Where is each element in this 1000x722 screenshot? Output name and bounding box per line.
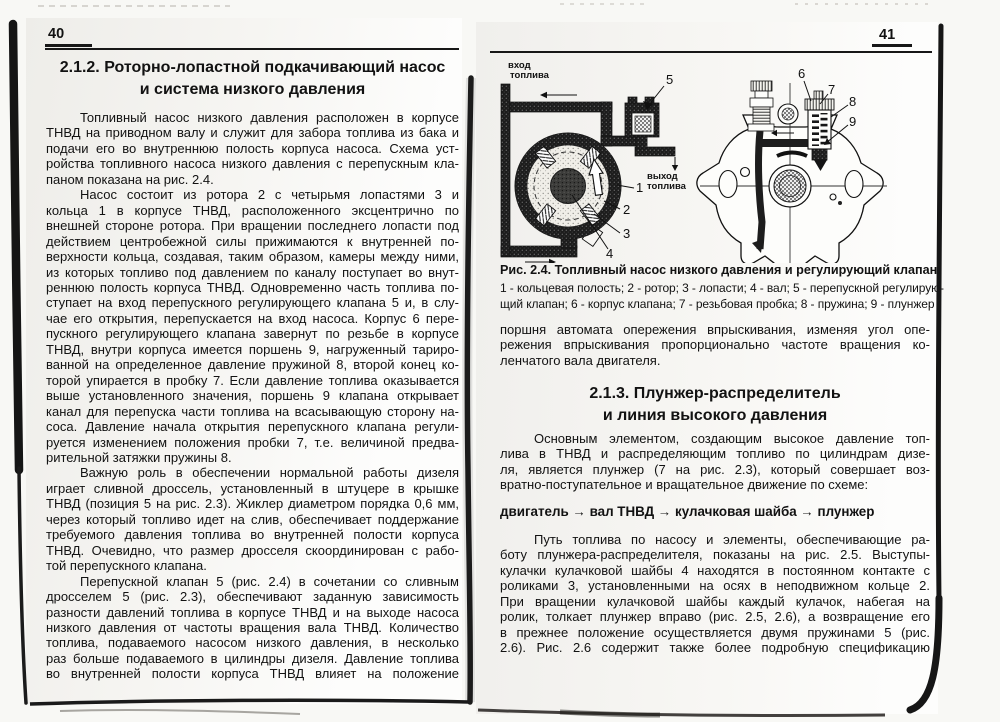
section-heading-2-1-2: 2.1.2. Роторно-лопастной подкачивающий насос и система низкого давления xyxy=(59,59,446,98)
header-rule-left xyxy=(45,48,459,50)
svg-text:топлива: топлива xyxy=(510,70,549,81)
paragraph-plunger-intro: Основным элементом, создающим высокое давление топ- лива в ТНВД и распределяющим топливо по цилиндрам дизе- ля, является плунжер (7 на рис. 2.3), который совершает воз- вратно-поступательное и вращательное движение по схеме: xyxy=(500,431,930,493)
drive-flow-schema: двигатель → вал ТНВД → кулачковая шайба → плунжер xyxy=(500,504,875,519)
inlet-label: вход xyxy=(508,60,531,71)
callout-4: 4 xyxy=(606,246,614,261)
callout-6: 6 xyxy=(798,66,806,81)
page-number-underline-left xyxy=(45,44,92,47)
header-rule-right xyxy=(490,51,932,53)
figure-caption-title: Рис. 2.4. Топливный насос низкого давления и регулирующий клапан: xyxy=(500,263,942,277)
flow-arrow-outlet xyxy=(672,157,678,171)
paragraph-fuel-path: Путь топлива по насосу и элементы, обеспечивающие ра- боту плунжера-распределителя, показаны на рис. 2.5. Выступы- кулачки кулачковой шайбы 4 находятся в постоянном контакте с роликами 3, установленными на осях в неподвижном кольце 2. При вращении кулачковой шайбы каждый кулачок, набегая на ролик, толкает плунжер вправо (рис. 2.5, 2.6), а возвращение его в прежнее положение осуществляется двумя пружинами 5 (рис. 2.6). Рис. 2.6 содержит также более подробную спецификацию xyxy=(500,532,930,656)
mount-hole-right xyxy=(845,171,863,198)
shaft xyxy=(551,169,586,204)
callout-5: 5 xyxy=(666,72,674,87)
outlet-label: выход xyxy=(647,171,678,182)
left-body-text xyxy=(46,110,459,682)
callout-7: 7 xyxy=(828,82,836,97)
figure-2-4-diagram xyxy=(497,57,935,263)
pump-schematic xyxy=(501,60,687,263)
top-pipe xyxy=(510,102,612,112)
page-number-right: 41 xyxy=(879,27,896,43)
callout-3: 3 xyxy=(623,226,631,241)
center-boss xyxy=(774,170,806,202)
paragraph-pump-location: Топливный насос низкого давления расположен в корпусе ТНВД на приводном валу и служит для забора топлива из бака и подачи его во внутреннюю полость корпуса насоса. Схема уст- ройства топливного насоса низкого давления с перепускным кла- паном показана на рис. 2.4. xyxy=(46,110,459,187)
figure-caption-legend: 1 - кольцевая полость; 2 - ротор; 3 - лопасти; 4 - вал; 5 - перепускной регулирую- щий клапан; 6 - корпус клапана; 7 - резьбовая пробка; 8 - пружина; 9 - плунжер xyxy=(500,281,944,312)
inlet-pipe xyxy=(501,84,510,256)
callout-1: 1 xyxy=(636,180,644,195)
paragraph-advance-piston: поршня автомата опережения впрыскивания, изменяя угол опе- режения впрыскивания пропорционально частоте вращения ко- ленчатого вала двигателя. xyxy=(500,322,930,368)
flow-arrow-left xyxy=(540,92,577,98)
paragraph-bypass-valve: Перепускной клапан 5 (рис. 2.4) в сочетании со сливным дросселем 5 (рис. 2.3), обеспечивают заданную зависимость разности давлений топлива в корпусе ТНВД и на выходе насоса низкого давления от частоты вращения вала ТНВД. Количество топлива, подаваемого насосом низкого давления, в несколько раз больше подаваемого в цилиндры дизеля. Давление топлива во внутренней полости корпуса ТНВД влияет на положение xyxy=(46,573,459,682)
svg-text:топлива: топлива xyxy=(647,181,686,192)
paragraph-pump-design: Насос состоит из ротора 2 с четырьмя лопастями 3 и кольца 1 в корпусе ТНВД, расположенного эксцентрично по внешней стороне ротора. При вращении последнего лопасти под действием центробежной силы прижимаются к внутренней по- верхности кольца, создавая, таким образом, камеры между ними, из которых топливо под давлением по каналу поступает во внут- реннюю полость корпуса ТНВД. Одновременно часть топлива по- ступает на вход перепускного регулирующего клапана 5 и, в слу- чае его открытия, перепускается на вход насоса. Корпус 6 пере- пускного регулирующего клапана завернут по резьбе в корпусе ТНВД, внутри корпуса имеется поршень 9, нагруженный тариро- ванной на определенное давление пружиной 8, второй конец ко- торой упирается в пробку 7. Если давление топлива оказывается выше установленного значения, поршень 9 клапана открывает канал для перепуска части топлива на всасывающую сторону на- соса. Давление начала открытия перепускного клапана регули- руется изменением положения пробки 7, т.е. величиной предва- рительной затяжки пружины 8. xyxy=(46,187,459,465)
callout-2: 2 xyxy=(623,202,631,217)
callout-8: 8 xyxy=(849,94,857,109)
paragraph-drain-throttle: Важную роль в обеспечении нормальной работы дизеля играет сливной дроссель, установленный в штуцере в крышке ТНВД (позиция 5 на рис. 2.3). Жиклер диаметром порядка 0,6 мм, через который топливо идет на слив, обеспечивает поддержание требуемого давления топлива во внутренней полости корпуса ТНВД. Очевидно, что размер дросселя скоординирован с рабо- той перепускного клапана. xyxy=(46,465,459,574)
valve-cross-section xyxy=(697,66,887,263)
page-number-left: 40 xyxy=(48,26,65,42)
mount-hole-left xyxy=(719,171,737,198)
page-number-underline-right xyxy=(872,44,912,47)
center-binding xyxy=(467,78,471,702)
callout-9: 9 xyxy=(849,114,857,129)
left-book-edge xyxy=(13,24,19,470)
plunger xyxy=(812,149,827,160)
section-heading-2-1-3: 2.1.3. Плунжер-распределитель и линия высокого давления xyxy=(589,385,841,424)
right-book-edge xyxy=(938,26,941,600)
fuel-channel-vertical xyxy=(759,131,762,249)
